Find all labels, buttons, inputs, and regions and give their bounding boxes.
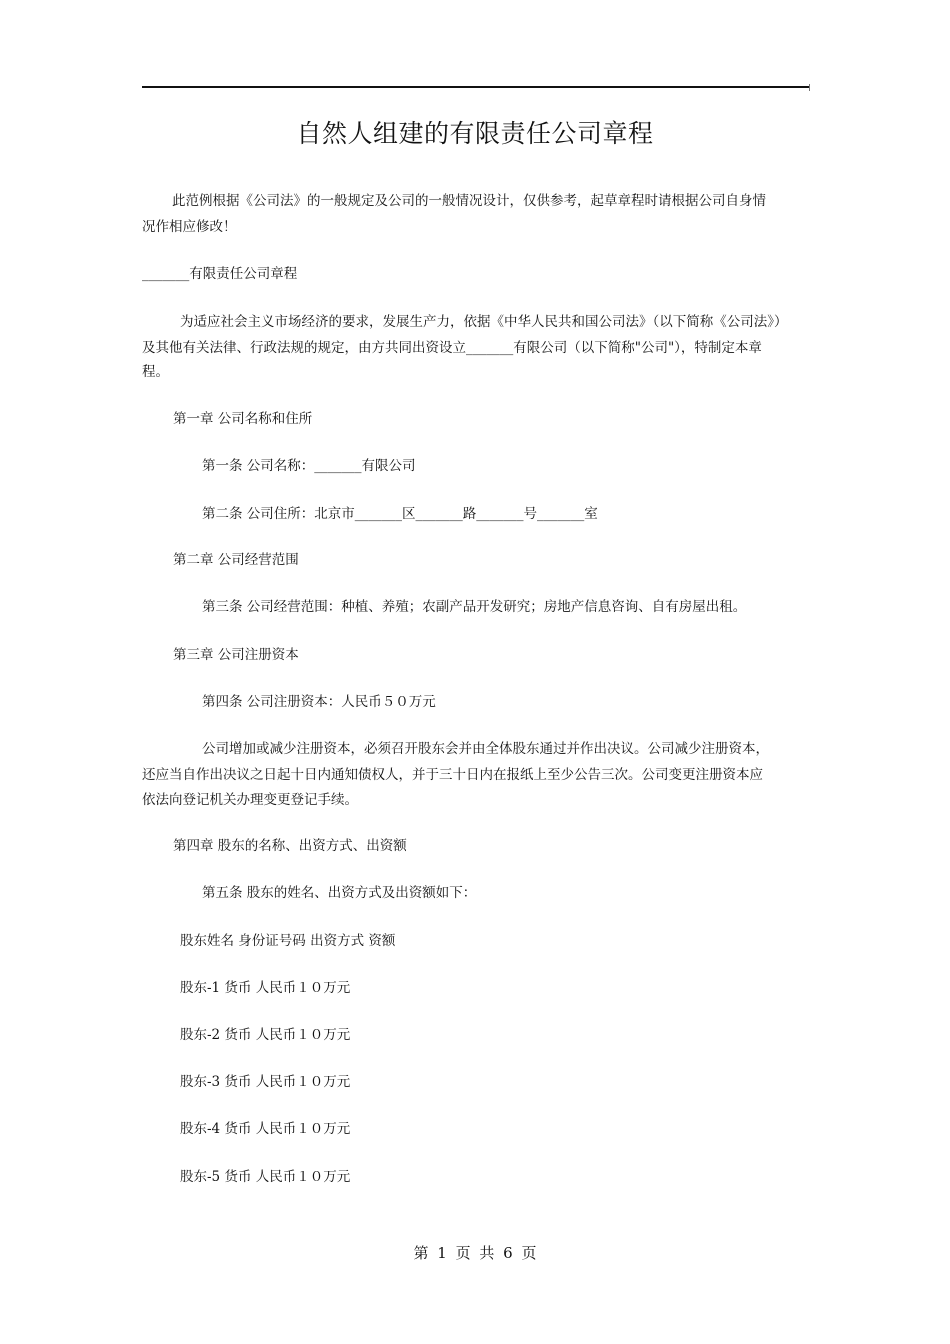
shareholder-table-header: 股东姓名 身份证号码 出资方式 资额 [180, 933, 396, 949]
intro-line-1: 此范例根据《公司法》的一般规定及公司的一般情况设计，仅供参考，起草章程时请根据公司自身情 [172, 193, 766, 209]
page-number-footer: 第 1 页 共 6 页 [413, 1244, 537, 1262]
shareholder-row: 股东-2 货币 人民币１０万元 [180, 1027, 351, 1043]
header-rule-tick [809, 84, 810, 91]
header-rule [142, 86, 810, 88]
company-charter-heading: _______有限责任公司章程 [142, 266, 298, 282]
shareholder-row: 股东-1 货币 人民币１０万元 [180, 980, 351, 996]
shareholder-row: 股东-3 货币 人民币１０万元 [180, 1074, 351, 1090]
preamble-line-1: 为适应社会主义市场经济的要求，发展生产力，依据《中华人民共和国公司法》（以下简称《公司法》） [180, 314, 788, 330]
chapter-2-title: 第二章 公司经营范围 [173, 552, 299, 568]
shareholder-row: 股东-5 货币 人民币１０万元 [180, 1169, 351, 1185]
chapter-1-title: 第一章 公司名称和住所 [173, 411, 313, 427]
capital-para-line-3: 依法向登记机关办理变更登记手续。 [142, 792, 358, 808]
article-4: 第四条 公司注册资本：人民币５０万元 [202, 694, 436, 710]
preamble-line-3: 程。 [142, 364, 169, 380]
document-title: 自然人组建的有限责任公司章程 [296, 119, 654, 148]
article-5: 第五条 股东的姓名、出资方式及出资额如下： [202, 885, 477, 901]
article-1: 第一条 公司名称：_______有限公司 [202, 458, 416, 474]
intro-line-2: 况作相应修改！ [142, 219, 237, 235]
capital-para-line-1: 公司增加或减少注册资本，必须召开股东会并由全体股东通过并作出决议。公司减少注册资本， [202, 741, 769, 757]
article-3: 第三条 公司经营范围：种植、养殖；农副产品开发研究；房地产信息咨询、自有房屋出租。 [202, 599, 747, 615]
article-2: 第二条 公司住所：北京市_______区_______路_______号_______室 [202, 506, 598, 522]
shareholder-row: 股东-4 货币 人民币１０万元 [180, 1121, 351, 1137]
chapter-3-title: 第三章 公司注册资本 [173, 647, 299, 663]
chapter-4-title: 第四章 股东的名称、出资方式、出资额 [173, 838, 407, 854]
preamble-line-2: 及其他有关法律、行政法规的规定，由方共同出资设立_______有限公司（以下简称"公司"），特制定本章 [142, 340, 762, 356]
capital-para-line-2: 还应当自作出决议之日起十日内通知债权人，并于三十日内在报纸上至少公告三次。公司变更注册资本应 [142, 767, 763, 783]
